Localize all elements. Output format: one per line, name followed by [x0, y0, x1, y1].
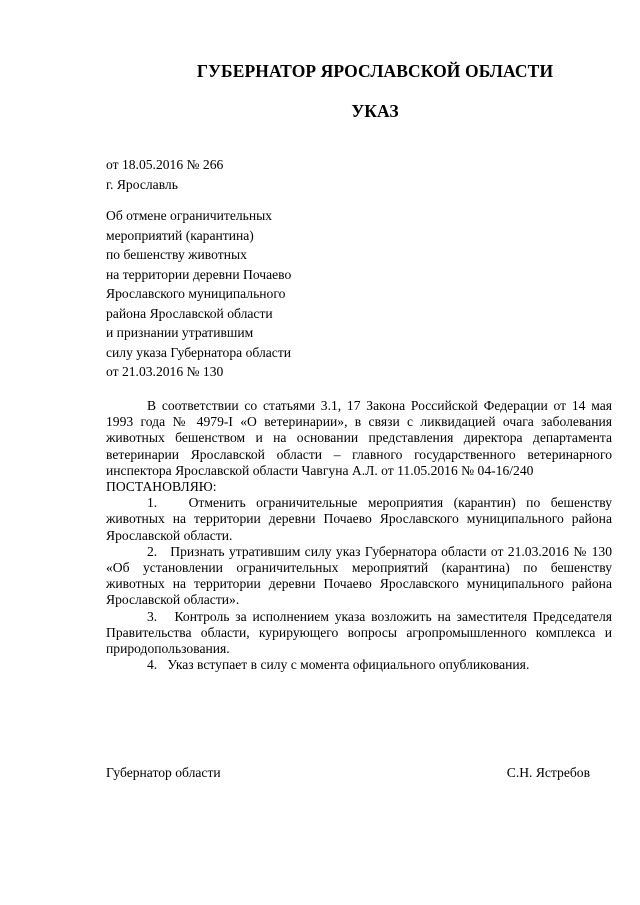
subject-line: и признании утратившим — [106, 325, 254, 340]
subject-line: Об отмене ограничительных — [106, 208, 273, 223]
subject-line: по бешенству животных — [106, 247, 247, 262]
subject-line: Ярославского муниципального — [106, 286, 286, 301]
decree-item-4: 4. Указ вступает в силу с момента официального опубликования. — [147, 657, 530, 673]
subject-line: силу указа Губернатора области — [106, 344, 292, 360]
document-body — [106, 398, 612, 673]
subject-line: района Ярославской области — [106, 305, 273, 321]
document-type: УКАЗ — [351, 101, 399, 121]
decree-word: ПОСТАНОВЛЯЮ: — [106, 479, 217, 495]
subject-line: мероприятий (карантина) — [106, 227, 254, 243]
subject-line: от 21.03.2016 № 130 — [106, 364, 224, 379]
document-meta — [106, 155, 223, 194]
preamble-paragraph: В соответствии со статьями 3.1, 17 Закона Российской Федерации от 14 мая 1993 года № 4979-I «О ветеринарии», в связи с ликвидацией очага заболевания животных бешенством и на основании представления директора департамента ветеринарии Ярославской области – главного государственного ветеринарного инспектора Ярославской области Чавгуна А.Л. от 11.05.2016 № 04-16/240 — [106, 398, 612, 478]
signatory-name: С.Н. Ястребов — [506, 765, 590, 780]
decree-item-3: 3. Контроль за исполнением указа возложить на заместителя Председателя Правительства области, курирующего вопросы агропромышленного комплекса и природопользования. — [106, 608, 612, 657]
document-title: ГУБЕРНАТОР ЯРОСЛАВСКОЙ ОБЛАСТИ — [196, 61, 554, 81]
date-number: от 18.05.2016 № 266 — [106, 157, 224, 172]
subject-line: на территории деревни Почаево — [106, 266, 292, 282]
signatory-position: Губернатор области — [106, 765, 221, 780]
decree-item-2: 2. Признать утратившим силу указ Губернатора области от 21.03.2016 № 130 «Об установлении ограничительных мероприятий (карантина) по бешенству животных на территории деревни Почаево Ярославского муниципального района Ярославской области». — [106, 543, 612, 608]
city: г. Ярославль — [106, 176, 178, 192]
decree-item-1: 1. Отменить ограничительные мероприятия (карантин) по бешенству животных на территории деревни Почаево Ярославского муниципального района Ярославской области. — [106, 495, 612, 543]
document-subject — [106, 206, 291, 382]
